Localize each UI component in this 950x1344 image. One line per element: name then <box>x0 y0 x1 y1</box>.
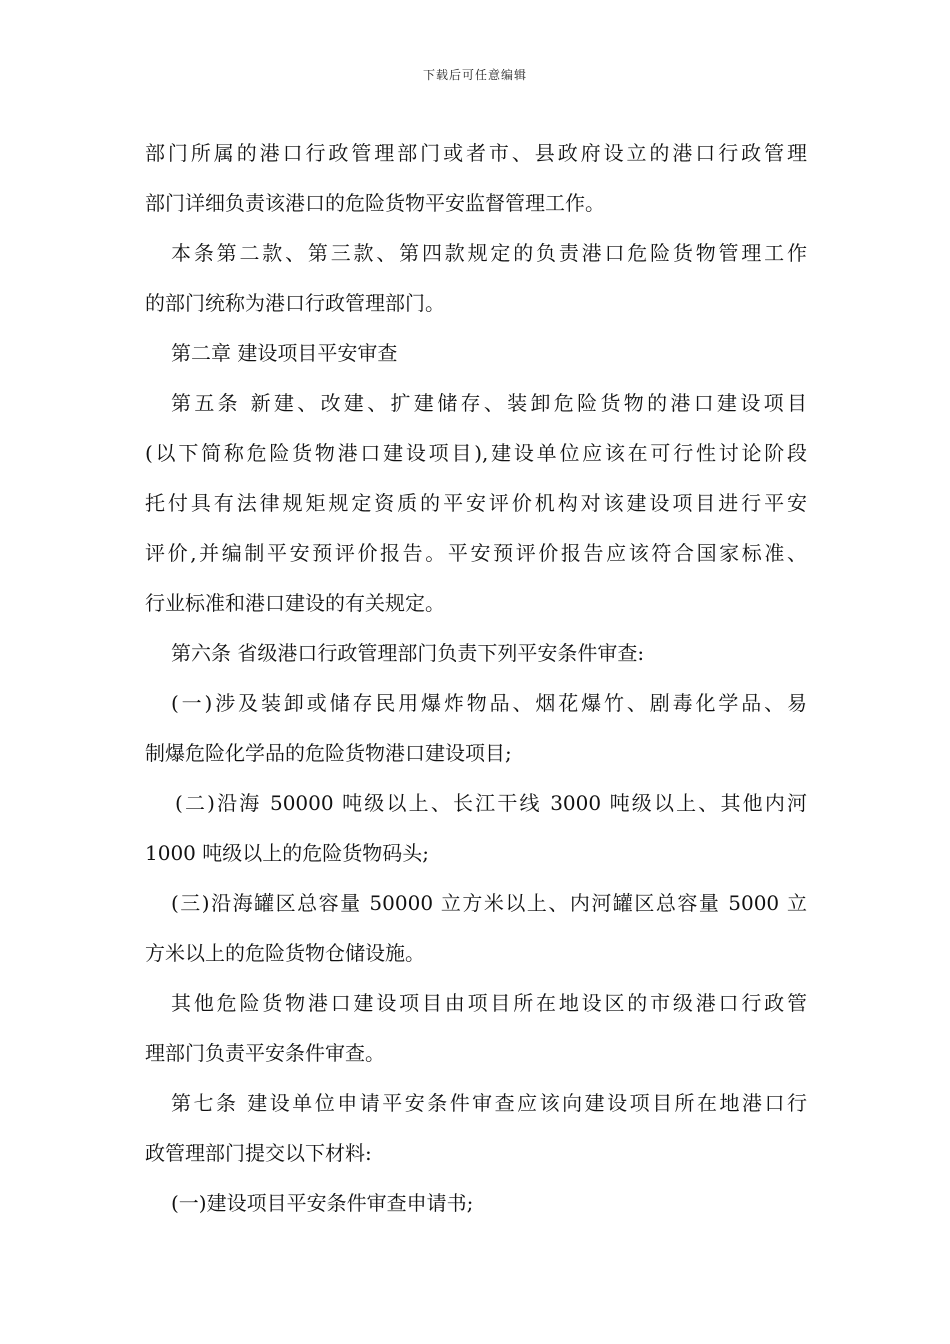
text-line: 1000 吨级以上的危险货物码头; <box>145 841 429 865</box>
page-header: 下载后可任意编辑 <box>422 68 527 82</box>
text-line: 的部门统称为港口行政管理部门。 <box>145 291 445 315</box>
text-line: 制爆危险化学品的危险货物港口建设项目; <box>145 741 512 765</box>
document-body <box>145 128 807 1228</box>
text-line: (一)建设项目平安条件审查申请书; <box>171 1191 474 1215</box>
text-line: (二)沿海 50000 吨级以上、长江干线 3000 吨级以上、其他内河 <box>175 791 807 815</box>
text-line: 本条第二款、第三款、第四款规定的负责港口危险货物管理工作 <box>171 241 807 265</box>
text-line: 政管理部门提交以下材料: <box>145 1141 372 1165</box>
text-line: (一)涉及装卸或储存民用爆炸物品、烟花爆竹、剧毒化学品、易 <box>171 691 807 715</box>
text-line: 评价,并编制平安预评价报告。平安预评价报告应该符合国家标准、 <box>145 541 807 565</box>
text-line: 第五条 新建、改建、扩建储存、装卸危险货物的港口建设项目 <box>171 391 807 415</box>
text-line: 第七条 建设单位申请平安条件审查应该向建设项目所在地港口行 <box>171 1091 807 1115</box>
text-line: 理部门负责平安条件审查。 <box>145 1041 385 1065</box>
text-line: (以下简称危险货物港口建设项目),建设单位应该在可行性讨论阶段 <box>145 441 807 465</box>
text-line: (三)沿海罐区总容量 50000 立方米以上、内河罐区总容量 5000 立 <box>171 891 807 915</box>
text-line: 托付具有法律规矩规定资质的平安评价机构对该建设项目进行平安 <box>145 491 807 515</box>
chapter-heading: 第二章 建设项目平安审查 <box>171 341 398 365</box>
text-line: 第六条 省级港口行政管理部门负责下列平安条件审查: <box>171 641 645 665</box>
text-line: 部门所属的港口行政管理部门或者市、县政府设立的港口行政管理 <box>145 141 807 165</box>
text-line: 部门详细负责该港口的危险货物平安监督管理工作。 <box>145 191 605 215</box>
text-line: 方米以上的危险货物仓储设施。 <box>145 941 425 965</box>
text-line: 行业标准和港口建设的有关规定。 <box>145 591 445 615</box>
text-line: 其他危险货物港口建设项目由项目所在地设区的市级港口行政管 <box>171 991 807 1015</box>
